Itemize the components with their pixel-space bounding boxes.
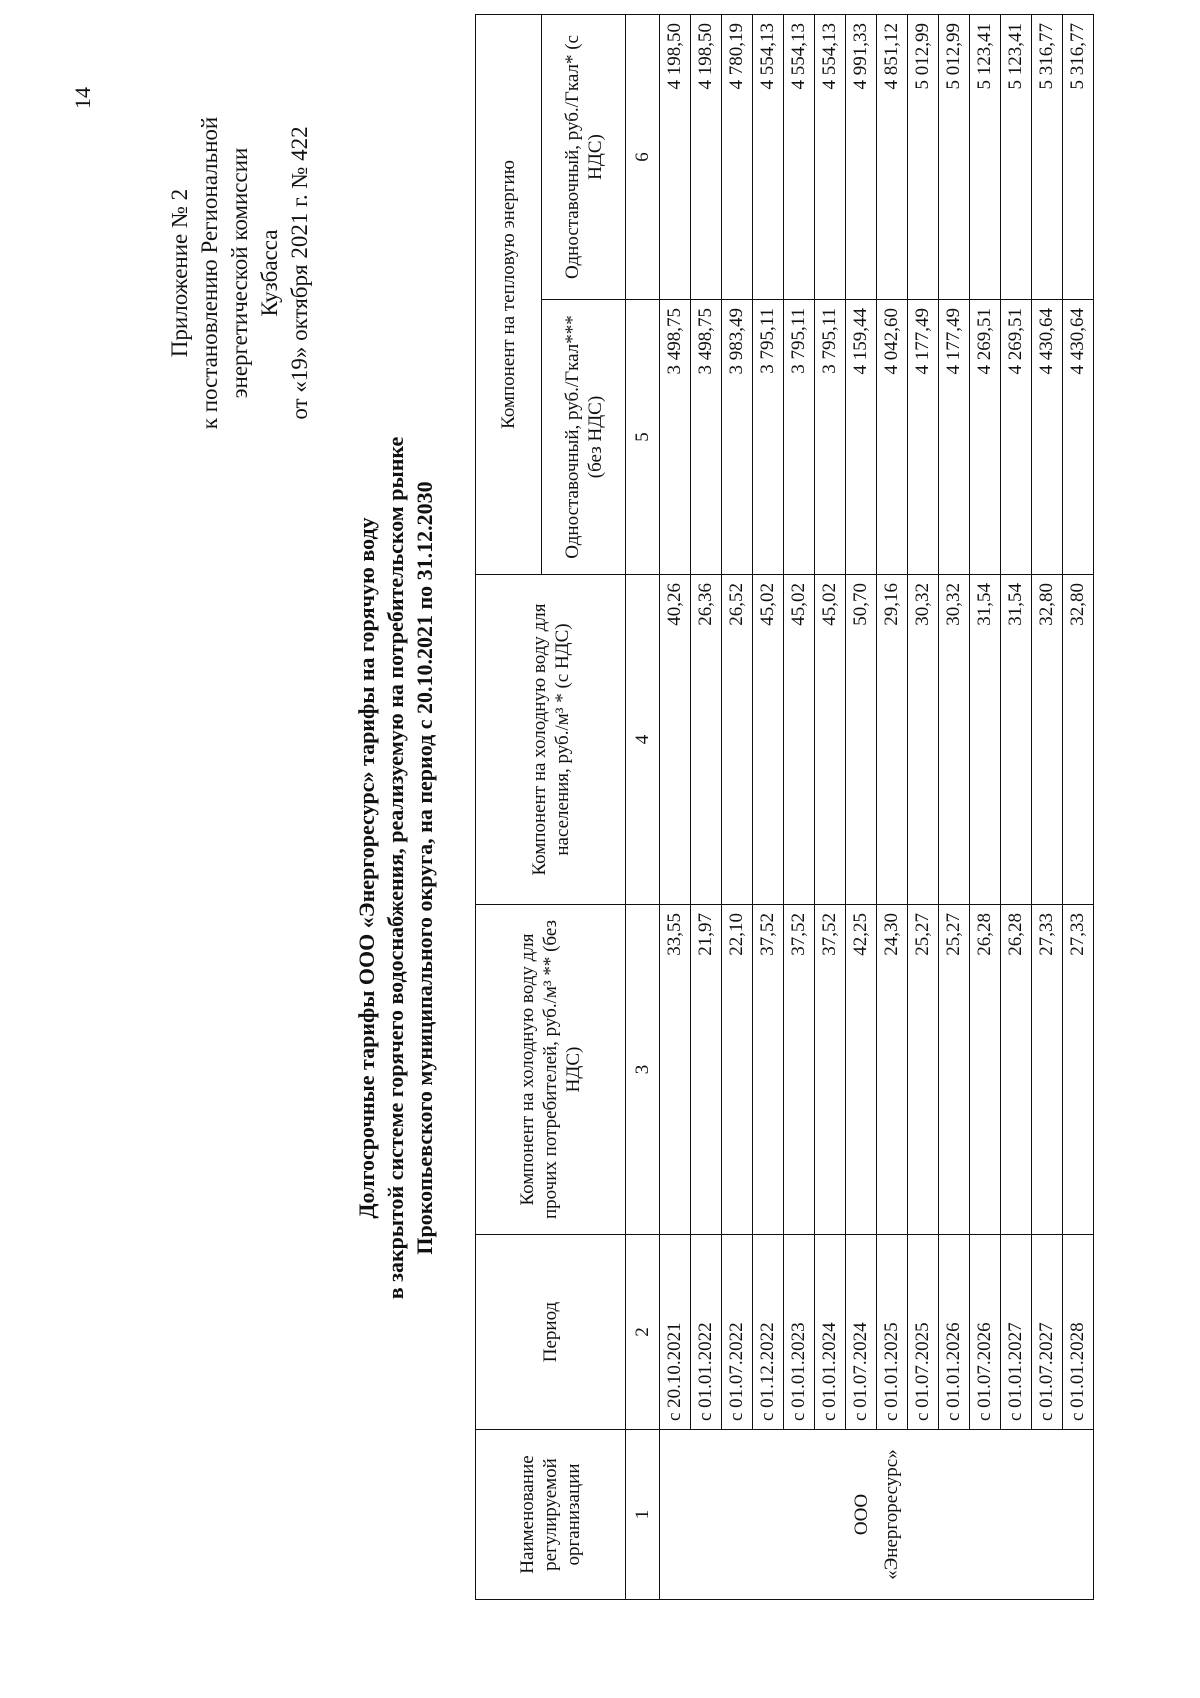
heat-vat-cell: 4 198,50 xyxy=(691,14,722,299)
cold-population-cell: 45,02 xyxy=(815,575,846,905)
heat-vat-cell: 4 780,19 xyxy=(722,14,753,299)
heat-vat-cell: 5 123,41 xyxy=(1001,14,1032,299)
period-cell: с 01.07.2022 xyxy=(722,1235,753,1430)
header-cold-other: Компонент на холодную воду для прочих потребителей, руб./м³ ** (без НДС) xyxy=(476,905,626,1235)
heat-no-vat-cell: 4 042,60 xyxy=(877,300,908,575)
column-number: 6 xyxy=(626,14,660,299)
heat-no-vat-cell: 4 159,44 xyxy=(846,300,877,575)
tariff-table xyxy=(475,14,1094,1600)
cold-population-cell: 29,16 xyxy=(877,575,908,905)
heat-vat-cell: 5 316,77 xyxy=(1032,14,1063,299)
cold-population-cell: 45,02 xyxy=(753,575,784,905)
cold-other-cell: 33,55 xyxy=(660,905,691,1235)
cold-population-cell: 26,36 xyxy=(691,575,722,905)
period-cell: с 20.10.2021 xyxy=(660,1235,691,1430)
cold-population-cell: 30,32 xyxy=(908,575,939,905)
heat-no-vat-cell: 4 177,49 xyxy=(908,300,939,575)
heat-vat-cell: 5 012,99 xyxy=(908,14,939,299)
cold-population-cell: 50,70 xyxy=(846,575,877,905)
heat-no-vat-cell: 3 983,49 xyxy=(722,300,753,575)
organization-name: ООО «Энергоресурс» xyxy=(660,1430,1094,1600)
column-number: 2 xyxy=(626,1235,660,1430)
page-number: 14 xyxy=(70,87,95,109)
heat-vat-cell: 4 198,50 xyxy=(660,14,691,299)
cold-population-cell: 26,52 xyxy=(722,575,753,905)
cold-other-cell: 37,52 xyxy=(815,905,846,1235)
heat-vat-cell: 4 554,13 xyxy=(753,14,784,299)
table-row xyxy=(1063,14,1094,1599)
column-number: 5 xyxy=(626,300,660,575)
heat-no-vat-cell: 3 498,75 xyxy=(691,300,722,575)
table-row xyxy=(846,14,877,1599)
heat-no-vat-cell: 3 498,75 xyxy=(660,300,691,575)
period-cell: с 01.01.2023 xyxy=(784,1235,815,1430)
appendix-line: Кузбасса xyxy=(257,229,282,317)
heat-vat-cell: 5 012,99 xyxy=(939,14,970,299)
cold-other-cell: 27,33 xyxy=(1032,905,1063,1235)
period-cell: с 01.12.2022 xyxy=(753,1235,784,1430)
header-heat-group: Компонент на тепловую энергию xyxy=(476,14,542,574)
table-row xyxy=(908,14,939,1599)
title-line: в закрытой системе горячего водоснабжения, реализуемую на потребительском рынке xyxy=(383,436,408,1300)
title-line: Долгосрочные тарифы ООО «Энергоресурс» тарифы на горячую воду xyxy=(354,517,379,1219)
appendix-block xyxy=(165,18,315,528)
period-cell: с 01.07.2026 xyxy=(970,1235,1001,1430)
heat-vat-cell: 4 851,12 xyxy=(877,14,908,299)
heat-no-vat-cell: 4 269,51 xyxy=(970,300,1001,575)
period-cell: с 01.01.2028 xyxy=(1063,1235,1094,1430)
document-title xyxy=(352,168,439,1568)
cold-other-cell: 27,33 xyxy=(1063,905,1094,1235)
table-row xyxy=(877,14,908,1599)
heat-vat-cell: 4 991,33 xyxy=(846,14,877,299)
table-row xyxy=(1001,14,1032,1599)
cold-other-cell: 26,28 xyxy=(1001,905,1032,1235)
heat-vat-cell: 5 316,77 xyxy=(1063,14,1094,299)
cold-population-cell: 31,54 xyxy=(1001,575,1032,905)
heat-vat-cell: 4 554,13 xyxy=(784,14,815,299)
header-heat-vat: Одноставочный, руб./Гкал* (с НДС) xyxy=(542,14,626,299)
cold-other-cell: 21,97 xyxy=(691,905,722,1235)
period-cell: с 01.01.2026 xyxy=(939,1235,970,1430)
period-cell: с 01.01.2025 xyxy=(877,1235,908,1430)
heat-vat-cell: 4 554,13 xyxy=(815,14,846,299)
appendix-line: к постановлению Региональной xyxy=(197,116,222,430)
title-line: Прокопьевского муниципального округа, на период с 20.10.2021 по 31.12.2030 xyxy=(412,481,437,1255)
heat-no-vat-cell: 3 795,11 xyxy=(753,300,784,575)
cold-other-cell: 25,27 xyxy=(908,905,939,1235)
table-row xyxy=(722,14,753,1599)
heat-no-vat-cell: 4 430,64 xyxy=(1032,300,1063,575)
cold-other-cell: 42,25 xyxy=(846,905,877,1235)
period-cell: с 01.01.2022 xyxy=(691,1235,722,1430)
appendix-line: энергетической комиссии xyxy=(227,147,252,399)
cold-population-cell: 32,80 xyxy=(1063,575,1094,905)
cold-population-cell: 32,80 xyxy=(1032,575,1063,905)
header-org: Наименование регулируемой организации xyxy=(476,1430,626,1600)
column-number: 4 xyxy=(626,575,660,905)
cold-other-cell: 25,27 xyxy=(939,905,970,1235)
cold-population-cell: 45,02 xyxy=(784,575,815,905)
cold-other-cell: 22,10 xyxy=(722,905,753,1235)
period-cell: с 01.07.2024 xyxy=(846,1235,877,1430)
appendix-line: от «19» октября 2021 г. № 422 xyxy=(287,126,312,420)
heat-no-vat-cell: 4 430,64 xyxy=(1063,300,1094,575)
cold-population-cell: 40,26 xyxy=(660,575,691,905)
cold-other-cell: 37,52 xyxy=(784,905,815,1235)
table-row xyxy=(815,14,846,1599)
header-heat-no-vat: Одноставочный, руб./Гкал*** (без НДС) xyxy=(542,300,626,575)
period-cell: с 01.01.2027 xyxy=(1001,1235,1032,1430)
cold-population-cell: 30,32 xyxy=(939,575,970,905)
table-row xyxy=(660,14,691,1599)
heat-vat-cell: 5 123,41 xyxy=(970,14,1001,299)
period-cell: с 01.01.2024 xyxy=(815,1235,846,1430)
table-row xyxy=(1032,14,1063,1599)
column-number: 3 xyxy=(626,905,660,1235)
table-row xyxy=(939,14,970,1599)
cold-other-cell: 26,28 xyxy=(970,905,1001,1235)
header-cold-population: Компонент на холодную воду для населения, руб./м³ * (с НДС) xyxy=(476,575,626,905)
heat-no-vat-cell: 4 269,51 xyxy=(1001,300,1032,575)
period-cell: с 01.07.2027 xyxy=(1032,1235,1063,1430)
cold-other-cell: 37,52 xyxy=(753,905,784,1235)
heat-no-vat-cell: 4 177,49 xyxy=(939,300,970,575)
table-row xyxy=(691,14,722,1599)
appendix-line: Приложение № 2 xyxy=(167,188,192,358)
period-cell: с 01.07.2025 xyxy=(908,1235,939,1430)
heat-no-vat-cell: 3 795,11 xyxy=(815,300,846,575)
heat-no-vat-cell: 3 795,11 xyxy=(784,300,815,575)
cold-other-cell: 24,30 xyxy=(877,905,908,1235)
column-number: 1 xyxy=(626,1430,660,1600)
cold-population-cell: 31,54 xyxy=(970,575,1001,905)
table-row xyxy=(753,14,784,1599)
table-row xyxy=(784,14,815,1599)
header-period: Период xyxy=(476,1235,626,1430)
table-row xyxy=(970,14,1001,1599)
